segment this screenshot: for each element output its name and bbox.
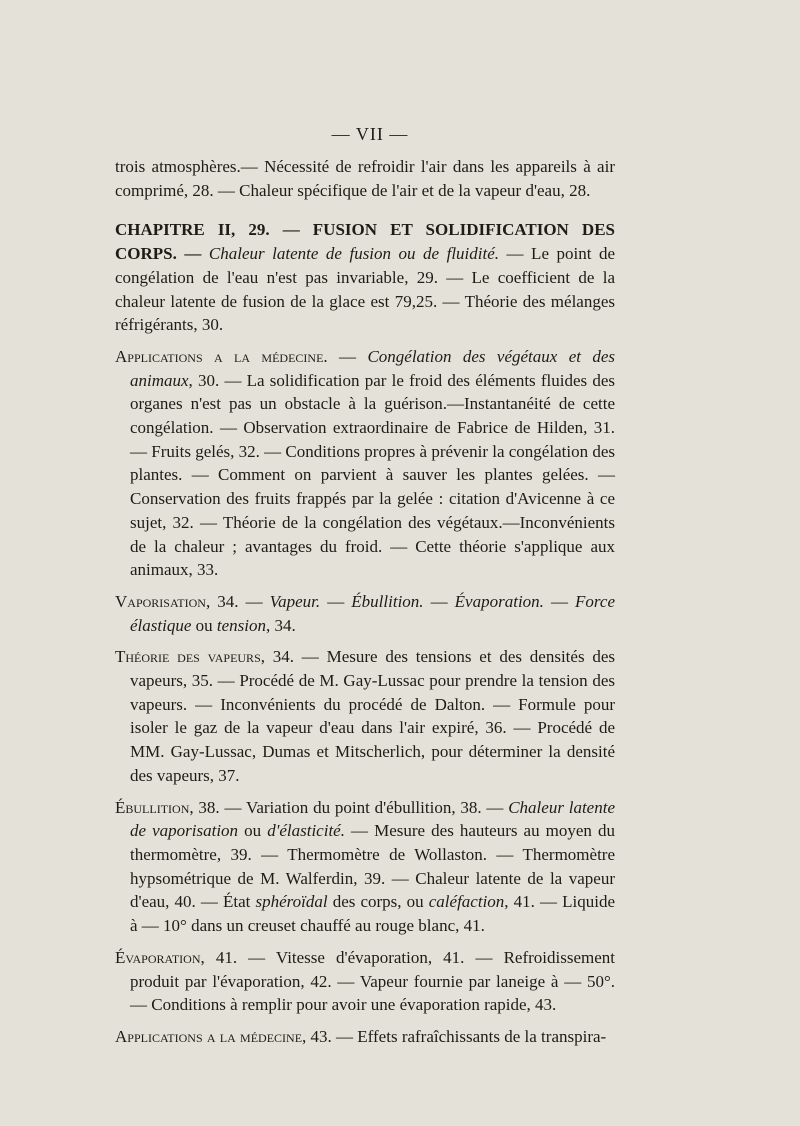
text-run: ou bbox=[191, 615, 217, 635]
text-run: Ébullition. bbox=[351, 591, 424, 611]
text-run: des corps, ou bbox=[327, 892, 429, 912]
text-run: — Le point de congélation de l'eau n'est pas invariable, 29. — Le coefficient de la chaleur latente de fusion de la glace est 79,25. — Théorie des mélanges réfrigérants, 30. bbox=[115, 244, 615, 335]
paragraph-gap bbox=[115, 582, 615, 590]
text-run: , 34. — Mesure des tensions et des densités des vapeurs, 35. — Procédé de M. Gay-Lussac pour prendre la tension des vapeurs. — Inconvénients du procédé de Dalton. — Formule pour isoler le gaz de la vapeur d'eau dans l'air expiré, 36. — Procédé de MM. Gay-Lussac, Dumas et Mitscherlich, pour déterminer la densité des vapeurs, 37. bbox=[130, 647, 615, 785]
text-run: — Mesure des hauteurs au moyen du thermomètre, 39. — Thermomètre de Wollaston. — Thermomètre hypsométrique de M. Walferdin, 39. — Chaleur latente de la vapeur d'eau, 40. — État bbox=[130, 821, 615, 912]
text-run: , 41. — Liquide à — 10° dans un creuset chauffé au rouge blanc, 41. bbox=[130, 892, 616, 936]
page-number: — VII — bbox=[331, 124, 409, 144]
text-run: d'élasticité. bbox=[267, 821, 345, 841]
text-run: — bbox=[320, 591, 352, 611]
text-run: Ébullition bbox=[115, 797, 190, 817]
toc-entry-p5 bbox=[115, 796, 615, 938]
text-run: Vaporisation bbox=[115, 591, 206, 611]
table-of-contents-body bbox=[115, 155, 615, 1049]
text-run: Évaporation bbox=[115, 947, 201, 967]
toc-entry-p3 bbox=[115, 590, 615, 637]
paragraph-gap bbox=[115, 337, 615, 345]
text-run: — bbox=[423, 591, 455, 611]
text-run: Applications a la médecine bbox=[115, 1026, 303, 1046]
text-run: caléfaction bbox=[428, 892, 505, 912]
toc-entry-p7 bbox=[115, 1025, 615, 1049]
text-run: — bbox=[327, 346, 368, 366]
text-run: trois atmosphères.— Nécessité de refroidir l'air dans les appareils à air comprimé, 28. — Chaleur spécifique de l'air et de la vapeur d'eau, 28. bbox=[115, 157, 615, 200]
toc-entry-p2 bbox=[115, 345, 615, 582]
paragraph-gap bbox=[115, 202, 615, 218]
paragraph-gap bbox=[115, 938, 615, 946]
toc-entry-p6 bbox=[115, 946, 615, 1017]
text-run: — bbox=[543, 591, 576, 611]
toc-entry-p1 bbox=[115, 218, 615, 337]
text-run: , 38. — Variation du point d'ébullition, 38. — bbox=[189, 797, 509, 817]
text-run: Chaleur latente de fusion ou de fluidité. bbox=[208, 244, 500, 264]
toc-entry-p4 bbox=[115, 645, 615, 787]
text-run: ou bbox=[238, 821, 268, 841]
text-run: Évaporation. bbox=[454, 591, 544, 611]
text-run: CHAPITRE II, 29. — FUSION ET SOLIDIFICATION DES CORPS. — bbox=[115, 220, 615, 264]
text-run: , 43. — Effets rafraîchissants de la transpira- bbox=[302, 1026, 607, 1046]
paragraph-gap bbox=[115, 1017, 615, 1025]
paragraph-gap bbox=[115, 637, 615, 645]
text-run: Vapeur. bbox=[269, 591, 321, 611]
text-run: Applications a la médecine. bbox=[115, 346, 328, 366]
text-run: Congélation des végétaux et des animaux bbox=[130, 346, 616, 390]
text-run: , 34. bbox=[266, 615, 296, 635]
text-run bbox=[201, 244, 209, 263]
text-run: , 30. — La solidification par le froid des éléments fluides des organes n'est pas un obstacle à la guérison.—Instantanéité de cette congélation. — Observation extraordinaire de Fabrice de Hilden, 31. — Fruits gelés, 32. — Conditions propres à prévenir la congélation des plantes. — Comment on parvient à sauver les plantes gelées. — Conservation des fruits frappés par la gelée : citation d'Avicenne à ce sujet, 32. — Théorie de la congélation des végétaux.—Inconvénients de la chaleur ; avantages du froid. — Cette théorie s'applique aux animaux, 33. bbox=[130, 370, 615, 580]
toc-entry-p0 bbox=[115, 155, 615, 202]
paragraph-gap bbox=[115, 788, 615, 796]
text-run: Théorie des vapeurs bbox=[115, 647, 261, 667]
text-run: Chaleur latente de vaporisation bbox=[130, 797, 615, 841]
text-run: Force élastique bbox=[130, 591, 616, 635]
text-run: tension bbox=[216, 615, 266, 635]
text-run: , 41. — Vitesse d'évaporation, 41. — Refroidissement produit par l'évaporation, 42. — Vapeur fournie par laneige à — 50°. — Conditions à remplir pour avoir une évaporation rapide, 43. bbox=[130, 947, 615, 1015]
text-run: , 34. — bbox=[205, 591, 270, 611]
text-run: sphéroïdal bbox=[255, 892, 328, 912]
